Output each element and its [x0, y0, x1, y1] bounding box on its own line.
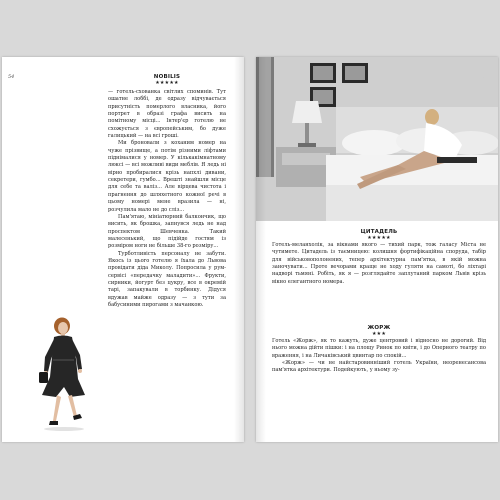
paragraph: Турботливість персоналу не забути. Якось із цього готелю я їхала до Львова провідати діда Миколу. Попросила у рум-сервісі «передачку маладити»... Фрукти, сирники, йогурт без цукру, все в окремій тарі, запакували в торбинку. Дідуся вдужав майже одразу — з тути за бабусиними пирогами з мачанкою.	[108, 250, 226, 308]
paragraph: Ми броновали з коханим номер на чуже прізвище, а потім різними ліфтами піднімалися у номер. У кількакімнатному люксі — всі можливі види меблів. Я ледь ні вірно пробиралися крізь напхлі дивани, секретери, гумбо... Врешті знайшли місце для себе та валіз... Але вірцева чистота і прагнення до шляхетного кожної речі в цьому номері мене вразила — ні, розчулила мало не до сліз...	[108, 140, 226, 213]
section-nobilis	[108, 74, 226, 309]
book-spread	[0, 57, 500, 442]
hotel-bed-photo	[256, 57, 498, 221]
right-page	[256, 57, 498, 442]
paragraph: — готель-схованка світлих споминів. Тут ошатне лоббі, де одразу відчувається присутність померлого власника, його портрет в образі графа висить на помітному місці... Інтер'єр готелю не схожується з європейським, бо дуже галицький — на всі гроші.	[108, 89, 226, 140]
section-citadel	[272, 229, 486, 286]
left-page-number: 54	[8, 74, 15, 80]
section-text-citadel	[272, 242, 486, 286]
star-rating-citadel: ★★★★★	[367, 236, 391, 241]
paragraph: «Жорж» — чи не найстаровинніший готель України, неоренесансова пам'ятка архітектури. Подейкують, у ньому зу-	[272, 360, 486, 374]
left-page	[2, 57, 244, 442]
section-text-nobilis	[108, 89, 226, 309]
left-gutter-shadow	[234, 57, 244, 442]
star-rating-zhorzh: ★★★	[371, 332, 387, 337]
walking-woman-illustration	[30, 317, 92, 437]
section-title-zhorzh: ЖОРЖ	[367, 325, 391, 331]
section-zhorzh	[272, 325, 486, 375]
section-title-citadel: ЦИТАДЕЛЬ	[360, 229, 398, 235]
paragraph: Готель-меланхолік, за вікнами якого — тихий парк, тож галасу Міста не чутимете. Цитадель із таємницею: колишня фортифікаційна споруда, табір для військовополонених, тепер архітектурна пам'ятка, в якій можна заночувати... Проте вечорами краще не ходу гуляти на самоті, бо ліхтарі надворі тьмяні. Робіть, як я — розглядайте заплутаний парком Львів крізь вікно елегантного номера.	[272, 242, 486, 285]
section-text-zhorzh	[272, 338, 486, 375]
paragraph: Пам'ятаю, мініатюрний балкончик, що висить, як брошка, запнувся ледь не над проспектом Шевченка. Такий малесенький, що підійде гостям із розміром ноги не більше 38-го розміру...	[108, 213, 226, 250]
star-rating-nobilis: ★★★★★	[155, 81, 179, 86]
section-title-nobilis: NOBILIS	[153, 74, 181, 80]
right-gutter-shadow	[256, 57, 266, 442]
paragraph: Готель «Жорж», як то кажуть, дуже центровий і відносно не дорогий. Від нього можна дійти пішки: і на площу Ринок по квіти, і до Оперного театру по враження, і на Личаківський цвинтар по спокій...	[272, 338, 486, 359]
right-page-number: 55	[483, 74, 490, 80]
